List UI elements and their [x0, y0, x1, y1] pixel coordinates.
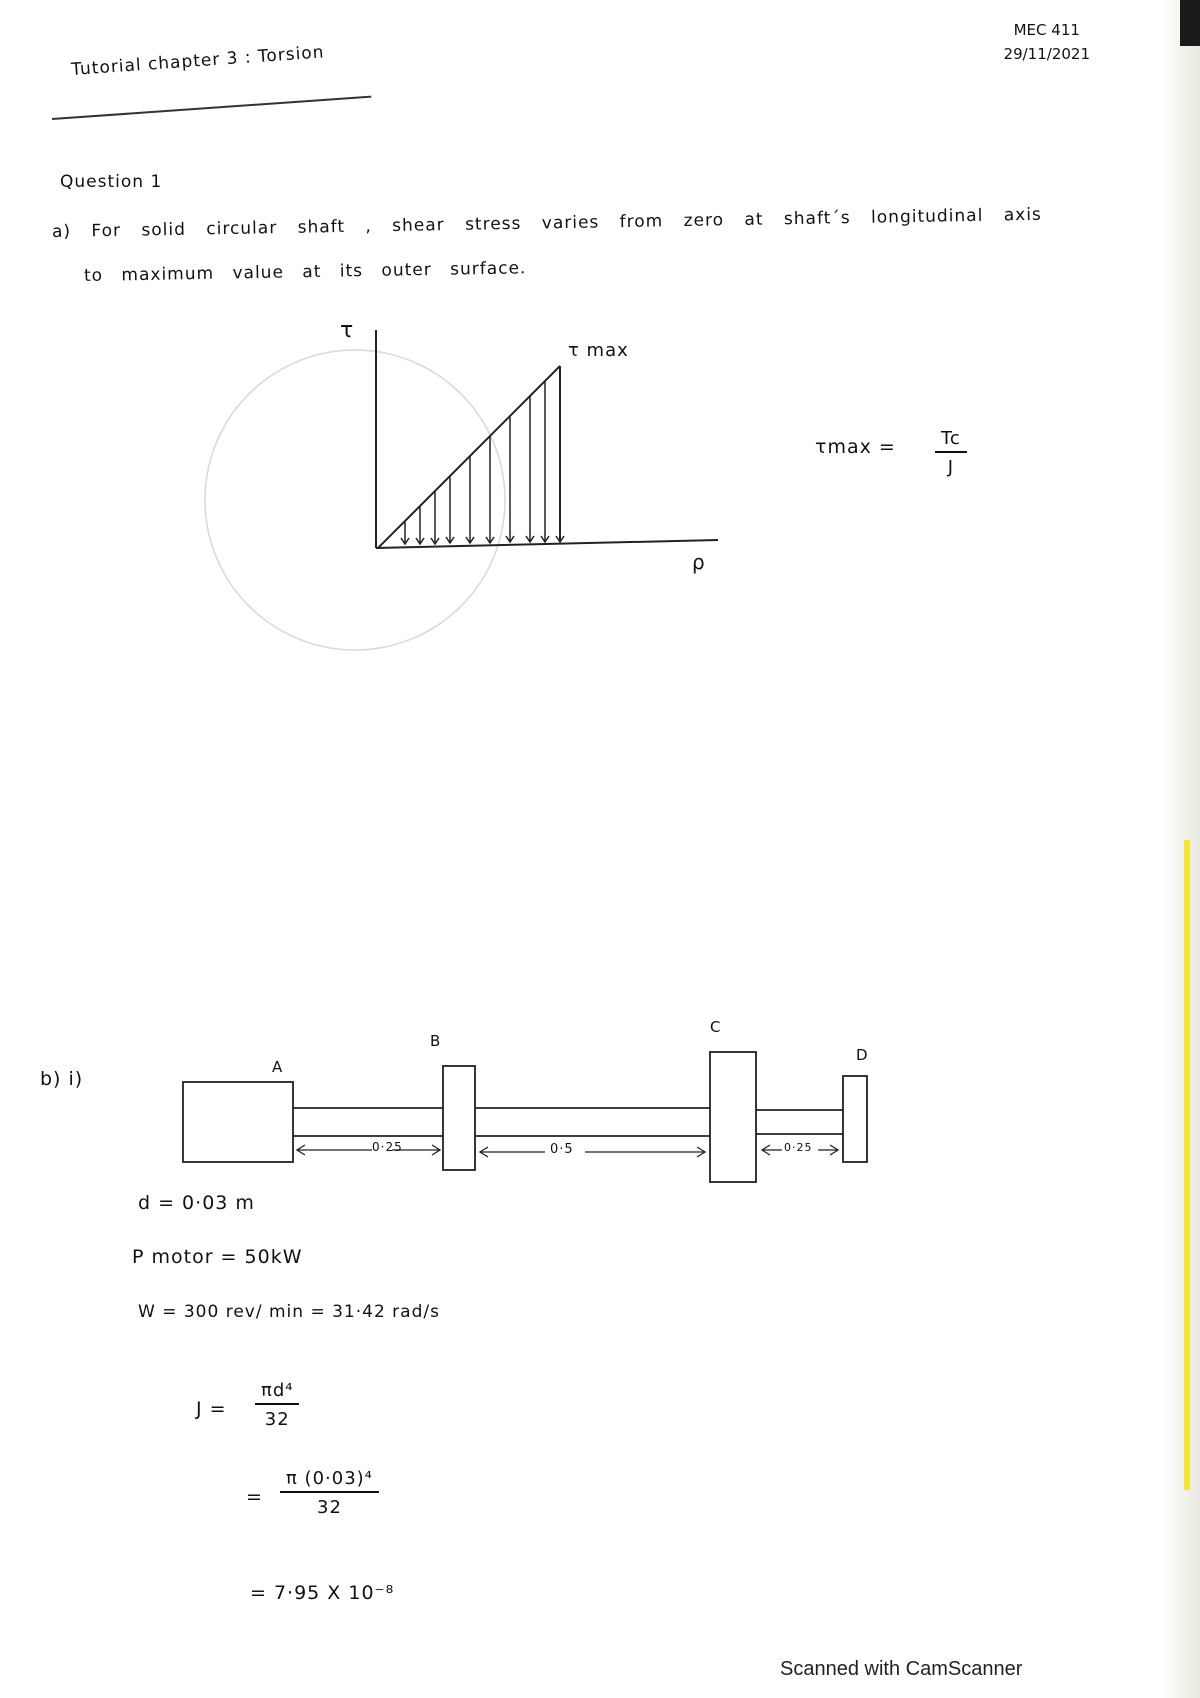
rho-axis-line [376, 540, 718, 548]
motor-power-value: P motor = 50kW [132, 1246, 303, 1268]
page-title: Tutorial chapter 3 : Torsion [70, 42, 326, 80]
formula-numerator: Tc [935, 428, 967, 453]
shaft-assembly [183, 1052, 867, 1182]
j-equals-2: = [246, 1486, 263, 1508]
date: 29/11/2021 [1003, 45, 1090, 63]
part-a-text-line2: to maximum value at its outer surface. [83, 258, 527, 286]
diameter-value: d = 0·03 m [138, 1192, 255, 1214]
length-ab-label: 0·25 [372, 1140, 403, 1154]
stress-arrows [401, 381, 564, 544]
tau-axis-label: τ [340, 318, 355, 343]
gear-c [710, 1052, 756, 1182]
formula-fraction [935, 428, 967, 478]
j-fraction-1 [255, 1380, 299, 1430]
point-b-label: B [430, 1032, 442, 1050]
j-fraction-2 [280, 1468, 379, 1518]
part-a-text-line1: a) For solid circular shaft , shear stress varies from zero at shaft´s longitudinal axis [51, 204, 1042, 242]
j-numerator-1: πd⁴ [255, 1380, 299, 1405]
angular-speed-value: W = 300 rev/ min = 31·42 rad/s [138, 1302, 440, 1322]
length-cd-label: 0·25 [784, 1141, 813, 1154]
j-result: = 7·95 X 10⁻⁸ [250, 1582, 395, 1604]
point-d-label: D [856, 1046, 869, 1064]
stress-line [378, 366, 560, 548]
tau-max-label: τ max [568, 340, 629, 361]
motor-block-a [183, 1082, 293, 1162]
formula-lhs: τmax = [815, 436, 896, 458]
length-bc-label: 0·5 [550, 1142, 574, 1157]
j-denominator-1: 32 [264, 1409, 290, 1430]
scanner-watermark: Scanned with CamScanner [780, 1658, 1023, 1680]
gear-b [443, 1066, 475, 1170]
gear-d [843, 1076, 867, 1162]
formula-denominator: J [947, 457, 955, 478]
point-a-label: A [272, 1058, 284, 1076]
course-code: MEC 411 [1013, 21, 1080, 39]
part-b-label: b) i) [40, 1068, 84, 1090]
shaft-cross-section-circle [205, 350, 505, 650]
question-label: Question 1 [60, 172, 163, 192]
j-lhs: J = [196, 1398, 227, 1420]
j-numerator-2: π (0·03)⁴ [280, 1468, 379, 1493]
j-denominator-2: 32 [317, 1497, 342, 1518]
point-c-label: C [710, 1018, 722, 1036]
rho-axis-label: ρ [692, 550, 706, 574]
